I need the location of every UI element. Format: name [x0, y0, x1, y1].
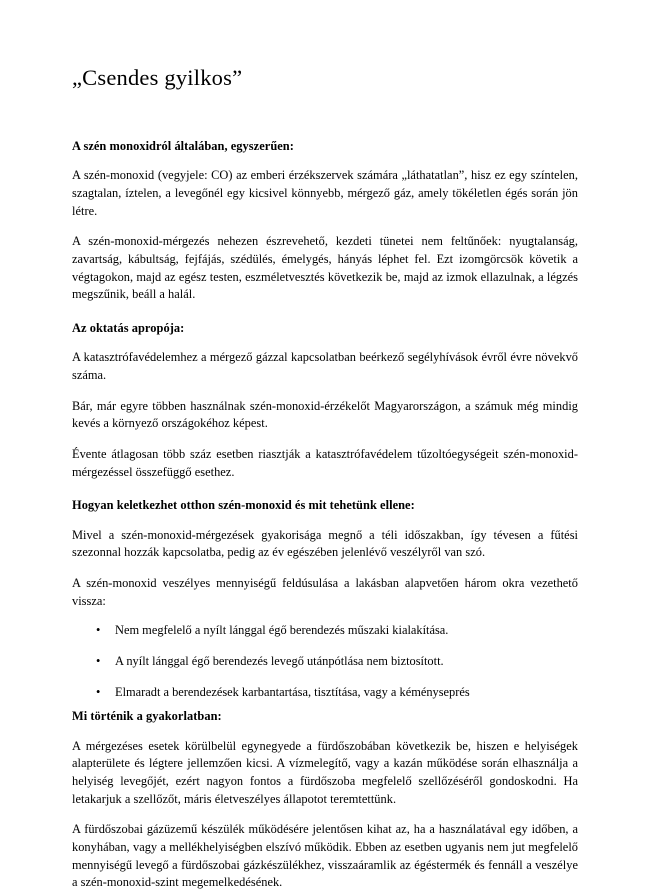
list-item	[72, 622, 578, 640]
paragraph-detector-usage: Bár, már egyre többen használnak szén-monoxid-érzékelőt Magyarországon, a számuk még mindig kevés a környező országokéhoz képest.	[72, 398, 578, 431]
document-body	[72, 0, 578, 892]
list-item-label: A nyílt lánggal égő berendezés levegő utánpótlása nem biztosított.	[115, 653, 444, 668]
paragraph-emergency-calls: A katasztrófavédelemhez a mérgező gázzal kapcsolatban beérkező segélyhívások évről évre növekvő száma.	[72, 350, 578, 383]
paragraph-heating-season-myth: Mivel a szén-monoxid-mérgezések gyakorisága megnő a téli időszakban, így tévesen a fűtési szezonnal hozzák kapcsolatba, pedig az év egészében jelenlévő veszélyről van szó.	[72, 527, 578, 560]
page-title: „Csendes gyilkos”	[72, 65, 243, 90]
paragraph-co-symptoms: A szén-monoxid-mérgezés nehezen észrevehető, kezdeti tünetei nem feltűnőek: nyugtalanság, zavartság, kábultság, fejfájás, szédülés, émelygés, hányás léphet fel. Ezt izomgörcsök követik a végtagokon, majd az egész testen, eszméletvesztés következik be, majd az izmok ellazulnak, a légzés megszűnik, beáll a halál.	[72, 234, 578, 302]
causes-list	[72, 622, 578, 701]
paragraph-co-definition: A szén-monoxid (vegyjele: CO) az emberi érzékszervek számára „láthatatlan”, hisz ez egy színtelen, szagtalan, íztelen, a levegőnél egy kicsivel könnyebb, mérgező gáz, amely tökéletlen égés során jön létre.	[72, 168, 578, 218]
section-heading-general: A szén monoxidról általában, egyszerűen:	[72, 138, 294, 153]
section-heading-home-formation: Hogyan keletkezhet otthon szén-monoxid és mit tehetünk ellene:	[72, 498, 415, 513]
paragraph-three-causes-intro: A szén-monoxid veszélyes mennyiségű feldúsulása a lakásban alapvetően három okra vezethető vissza:	[72, 576, 578, 608]
list-item-label: Nem megfelelő a nyílt lánggal égő berendezés műszaki kialakítása.	[115, 623, 449, 638]
bullet-icon: •	[96, 653, 101, 668]
paragraph-yearly-alarms: Évente átlagosan több száz esetben riasztják a katasztrófavédelem tűzoltóegységeit szén-monoxid-mérgezéssel összefüggő esethez.	[72, 446, 578, 479]
paragraph-bathroom-cases: A mérgezéses esetek körülbelül egynegyede a fürdőszobában következik be, hiszen e helyiségek alapterülete és légtere jellemzően kicsi. A vízmelegítő, vagy a kazán működése során elhasználja a helyiség levegőjét, ezért nagyon fontos a fürdőszoba megfelelő szellőzéséről gondoskodni. Ha letakarjuk a szellőzőt, máris életveszélyes állapotot teremtettünk.	[72, 738, 578, 806]
paragraph-extractor-fan-risk: A fürdőszobai gázüzemű készülék működésére jelentősen kihat az, ha a használatával egy időben, a konyhában, vagy a mellékhelyiségben elszívó működik. Ebben az esetben ugyanis nem jut megfelelő mennyiségű levegő a fürdőszobai gázkészülékhez, visszaáramlik az égéstermék és fennáll a veszélye a szén-monoxid-szint megemelkedésének.	[72, 822, 578, 890]
bullet-icon: •	[96, 623, 101, 638]
section-heading-training-reason: Az oktatás apropója:	[72, 320, 185, 335]
list-item	[72, 684, 578, 702]
bullet-icon: •	[96, 684, 101, 699]
list-item-label: Elmaradt a berendezések karbantartása, tisztítása, vagy a kéményseprés	[115, 684, 470, 699]
section-heading-in-practice: Mi történik a gyakorlatban:	[72, 709, 222, 724]
list-item	[72, 653, 578, 671]
